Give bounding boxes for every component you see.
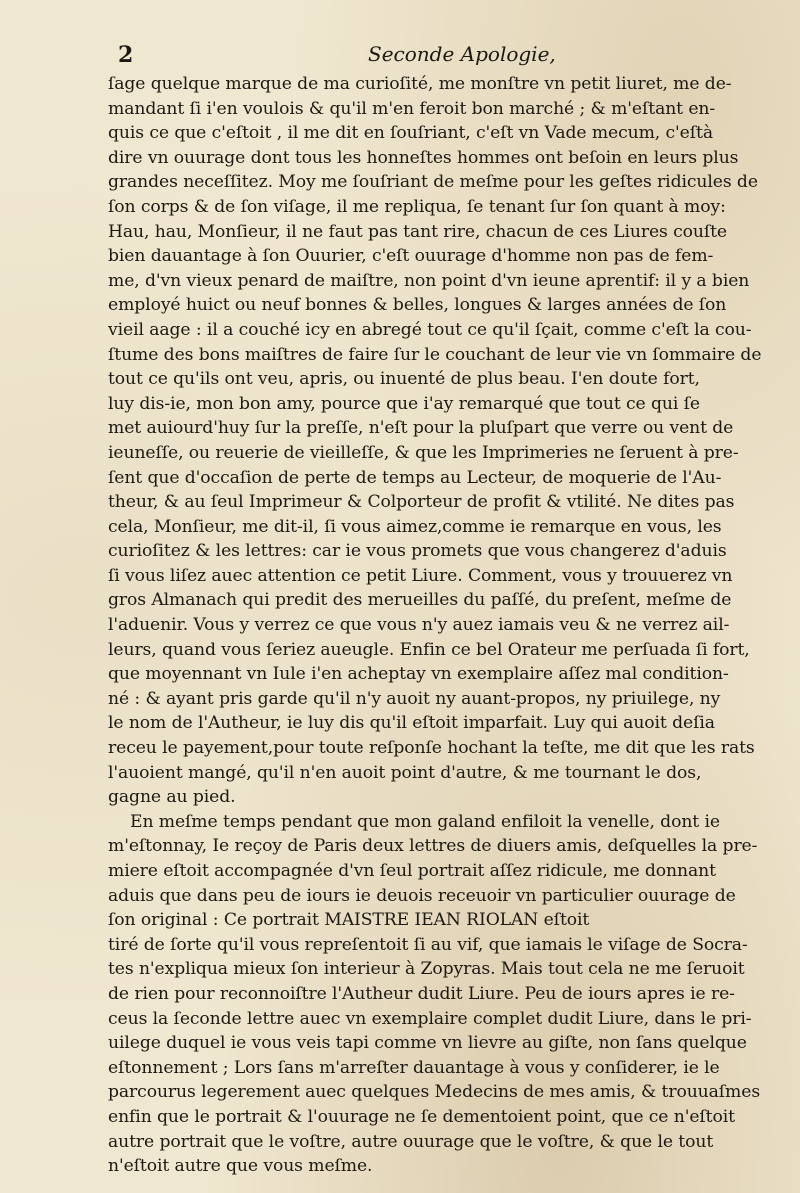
running-title: Seconde Apologie, [368, 42, 556, 66]
text-line: tes n'expliqua mieux ſon interieur à Zopyras. Mais tout cela ne me ſeruoit [108, 959, 745, 980]
text-line: n'eſtoit autre que vous meſme. [108, 1156, 373, 1177]
text-line: Hau, hau, Monſieur, il ne faut pas tant rire, chacun de ces Liures couſte [108, 221, 728, 242]
text-line: que moyennant vn Iule i'en acheptay vn exemplaire aſſez mal condition- [108, 664, 729, 685]
text-line: parcourus legerement auec quelques Medecins de mes amis, & trouuaſmes [108, 1082, 761, 1103]
text-line: receu le payement,pour toute reſponſe hochant la teſte, me dit que les rats [108, 738, 755, 759]
text-line: En meſme temps pendant que mon galand enfiloit la venelle, dont ie [130, 811, 720, 832]
text-line: gros Almanach qui predit des merueilles du paſſé, du preſent, meſme de [108, 590, 732, 611]
text-line: l'aduenir. Vous y verrez ce que vous n'y auez iamais veu & ne verrez ail- [108, 615, 730, 636]
page-number: 2 [118, 42, 134, 68]
text-line: cela, Monſieur, me dit-il, ſi vous aimez,comme ie remarque en vous, les [108, 516, 722, 537]
text-line: miere eſtoit accompagnée d'vn ſeul portrait aſſez ridicule, me donnant [108, 861, 716, 881]
text-line: né : & ayant pris garde qu'il n'y auoit ny auant-propos, ny priuilege, ny [108, 688, 721, 709]
text-line: leurs, quand vous ſeriez aueugle. Enfin ce bel Orateur me perſuada ſi fort, [108, 639, 750, 660]
text-line: ſi vous liſez auec attention ce petit Liure. Comment, vous y trouuerez vn [108, 565, 733, 586]
text-line: ſon corps & de ſon viſage, il me repliqua, ſe tenant ſur ſon quant à moy: [108, 196, 726, 217]
page-header [118, 42, 710, 68]
text-line: le nom de l'Autheur, ie luy dis qu'il eſtoit imparfait. Luy qui auoit deſia [108, 713, 715, 734]
text-line: tout ce qu'ils ont veu, apris, ou inuenté de plus beau. I'en doute fort, [108, 369, 700, 390]
text-line: ſon original : Ce portrait MAISTRE IEAN RIOLAN eſtoit [108, 910, 590, 931]
text-line: l'auoient mangé, qu'il n'en auoit point d'autre, & me tournant le dos, [108, 762, 702, 783]
text-line: autre portrait que le voſtre, autre ouurage que le voſtre, & que le tout [108, 1131, 714, 1152]
text-line: grandes neceſſitez. Moy me ſouſriant de meſme pour les geſtes ridicules de [108, 172, 758, 193]
text-line: me, d'vn vieux penard de maiſtre, non point d'vn ieune aprentif: il y a bien [108, 270, 750, 291]
text-line: uilege duquel ie vous veis tapi comme vn lievre au giſte, non ſans quelque [108, 1033, 747, 1054]
text-line: met auiourd'huy ſur la preſſe, n'eſt pour la pluſpart que verre ou vent de [108, 418, 734, 439]
text-line: eſtonnement ; Lors ſans m'arreſter dauantage à vous y conſiderer, ie le [108, 1057, 720, 1078]
body-text [108, 72, 788, 1179]
text-line: employé huict ou neuf bonnes & belles, longues & larges années de ſon [108, 295, 727, 316]
text-line: dire vn ouurage dont tous les honneſtes hommes ont beſoin en leurs plus [108, 147, 739, 168]
text-line: curioſitez & les lettres: car ie vous promets que vous changerez d'aduis [108, 541, 727, 562]
text-line: gagne au pied. [108, 787, 236, 808]
text-line: vieil aage : il a couché icy en abregé tout ce qu'il ſçait, comme c'eſt la cou- [108, 319, 752, 340]
text-line: m'eſtonnay, Ie reçoy de Paris deux lettres de diuers amis, deſquelles la pre- [108, 836, 758, 857]
text-line: theur, & au ſeul Imprimeur & Colporteur de profit & vtilité. Ne dites pas [108, 492, 735, 513]
text-line: ſent que d'occaſion de perte de temps au Lecteur, de moquerie de l'Au- [108, 467, 722, 488]
text-line: enfin que le portrait & l'ouurage ne ſe dementoient point, que ce n'eſtoit [108, 1106, 735, 1127]
text-line: bien dauantage à ſon Ouurier, c'eſt ouurage d'homme non pas de fem- [108, 246, 714, 267]
text-line: mandant ſi i'en voulois & qu'il m'en feroit bon marché ; & m'eſtant en- [108, 98, 716, 119]
text-line: ieuneſſe, ou reuerie de vieilleſſe, & que les Imprimeries ne ſeruent à pre- [108, 442, 739, 463]
text-line: ſage quelque marque de ma curioſité, me monſtre vn petit liuret, me de- [108, 74, 732, 94]
text-line: luy dis-ie, mon bon amy, pource que i'ay remarqué que tout ce qui ſe [108, 393, 700, 414]
text-line: tiré de ſorte qu'il vous repreſentoit ſi au vif, que iamais le viſage de Socra- [108, 934, 748, 955]
text-line: ſtume des bons maiſtres de faire ſur le couchant de leur vie vn ſommaire de [108, 344, 762, 365]
text-line: quis ce que c'eſtoit , il me dit en ſouſriant, c'eſt vn Vade mecum, c'eſtà [108, 123, 713, 144]
text-line: aduis que dans peu de iours ie deuois receuoir vn particulier ouurage de [108, 885, 736, 906]
text-line: ceus la ſeconde lettre auec vn exemplaire complet dudit Liure, dans le pri- [108, 1008, 752, 1029]
text-line: de rien pour reconnoiſtre l'Autheur dudit Liure. Peu de iours apres ie re- [108, 983, 735, 1004]
